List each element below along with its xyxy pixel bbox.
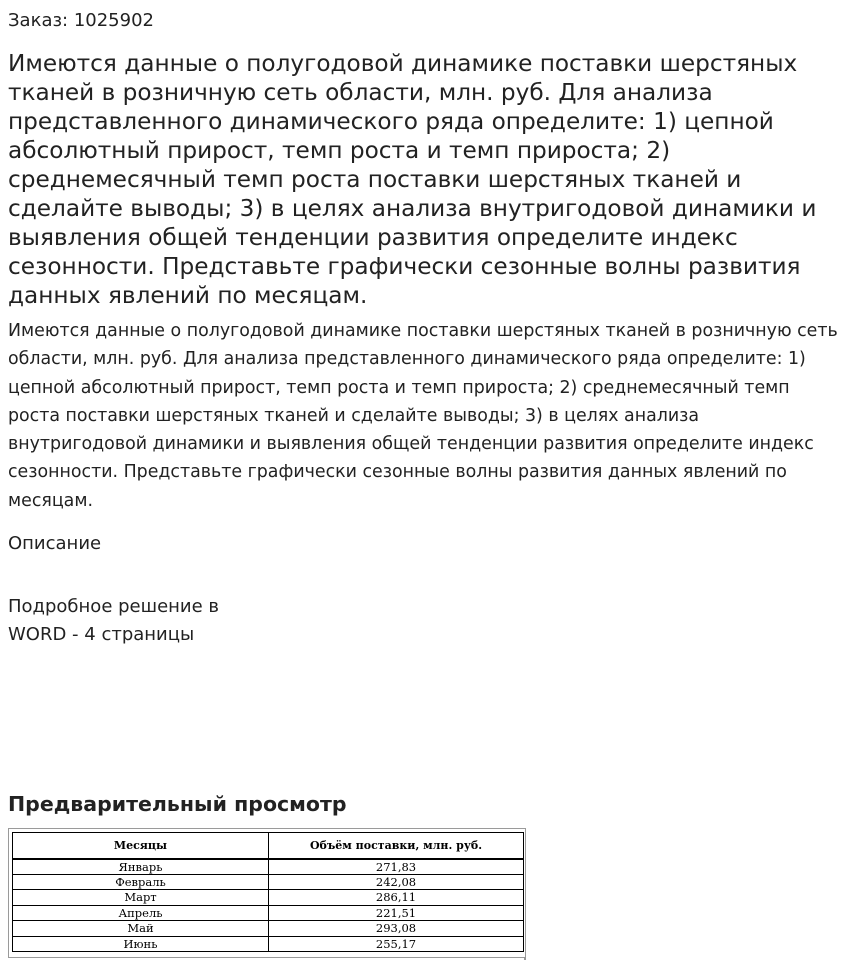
month-cell: Июнь <box>13 936 269 952</box>
preview-image <box>8 828 526 958</box>
month-cell: Май <box>13 921 269 937</box>
table-row <box>13 890 524 906</box>
solution-detail: Подробное решение в WORD - 4 страницы <box>8 596 220 645</box>
task-title: Имеются данные о полугодовой динамике поставки шерстяных тканей в розничную сеть области, млн. руб. Для анализа представленного динамического ряда определите: 1) цепной абсолютный прирост, темп роста и темп прироста; 2) среднемесячный темп роста поставки шерстяных тканей и сделайте выводы; 3) в целях анализа внутригодовой динамики и выявления общей тенденции развития определите индекс сезонности. Представьте графически сезонные волны развития данных явлений по месяцам. <box>8 50 817 309</box>
table-header-row <box>13 833 524 859</box>
order-number: Заказ: 1025902 <box>8 10 154 31</box>
month-cell: Февраль <box>13 874 269 890</box>
header-volume: Объём поставки, млн. руб. <box>269 833 524 859</box>
month-cell: Январь <box>13 859 269 875</box>
description-label: Описание <box>8 533 102 554</box>
volume-cell: 293,08 <box>269 921 524 937</box>
volume-cell: 271,83 <box>269 859 524 875</box>
month-cell: Март <box>13 890 269 906</box>
volume-cell: 255,17 <box>269 936 524 952</box>
volume-cell: 242,08 <box>269 874 524 890</box>
table-row <box>13 874 524 890</box>
table-row <box>13 921 524 937</box>
volume-cell: 286,11 <box>269 890 524 906</box>
volume-cell: 221,51 <box>269 905 524 921</box>
preview-title: Предварительный просмотр <box>8 792 347 816</box>
supply-table <box>12 832 524 952</box>
month-cell: Апрель <box>13 905 269 921</box>
preview-edge-mark <box>524 957 526 960</box>
table-row <box>13 905 524 921</box>
header-month: Месяцы <box>13 833 269 859</box>
task-text: Имеются данные о полугодовой динамике поставки шерстяных тканей в розничную сеть области, млн. руб. Для анализа представленного динамического ряда определите: 1) цепной абсолютный прирост, темп роста и темп прироста; 2) среднемесячный темп роста поставки шерстяных тканей и сделайте выводы; 3) в целях анализа внутригодовой динамики и выявления общей тенденции развития определите индекс сезонности. Представьте графически сезонные волны развития данных явлений по месяцам. <box>8 321 838 511</box>
table-row <box>13 936 524 952</box>
table-row <box>13 859 524 875</box>
